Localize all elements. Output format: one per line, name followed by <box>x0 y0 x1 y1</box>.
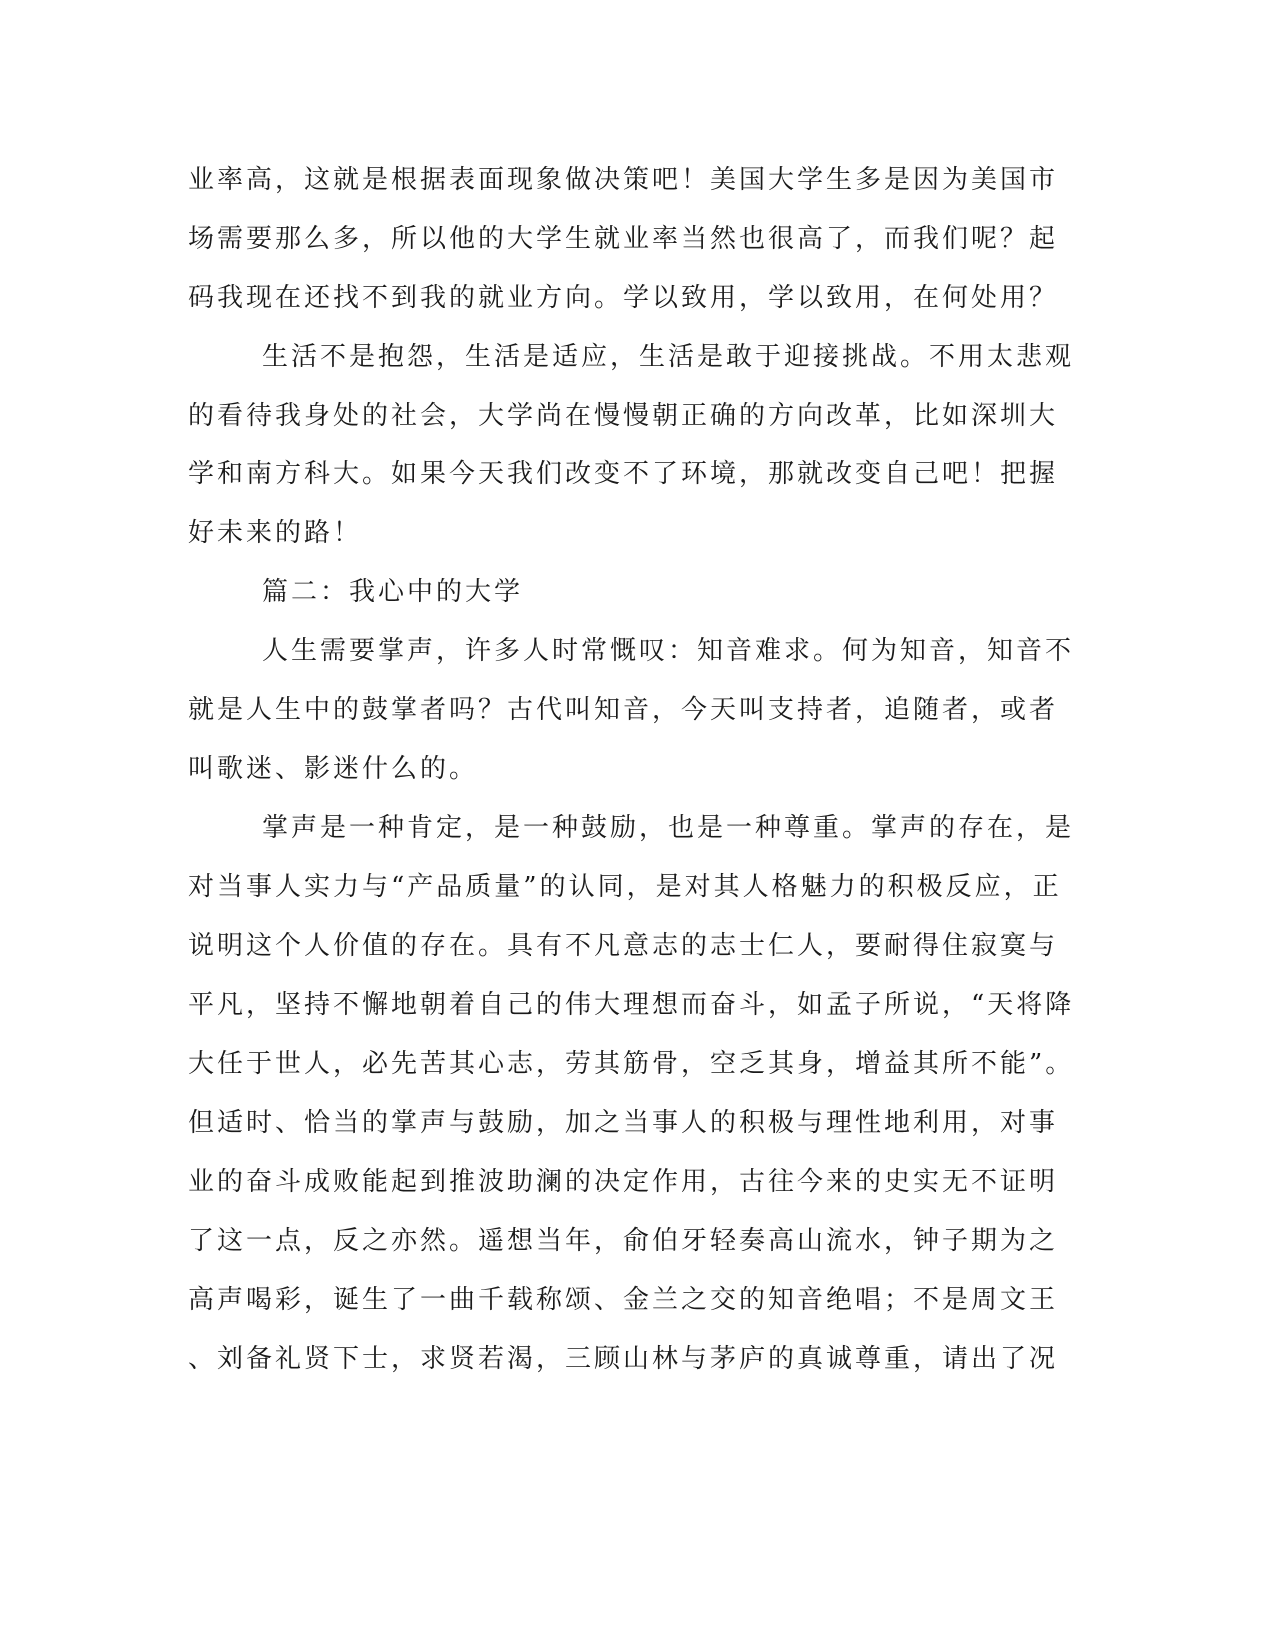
text-line: 但适时、恰当的掌声与鼓励，加之当事人的积极与理性地利用，对事 <box>188 1108 1059 1138</box>
text-line: 业率高，这就是根据表面现象做决策吧！美国大学生多是因为美国市 <box>188 165 1059 195</box>
paragraph-first-line: 生活不是抱怨，生活是适应，生活是敢于迎接挑战。不用太悲观 <box>262 342 1075 372</box>
text-line: 好未来的路！ <box>188 518 363 548</box>
paragraph-first-line: 人生需要掌声，许多人时常慨叹：知音难求。何为知音，知音不 <box>262 636 1075 666</box>
text-line: 学和南方科大。如果今天我们改变不了环境，那就改变自己吧！把握 <box>188 459 1059 489</box>
text-line: 大任于世人，必先苦其心志，劳其筋骨，空乏其身，增益其所不能”。 <box>188 1049 1075 1079</box>
text-line: 对当事人实力与“产品质量”的认同，是对其人格魅力的积极反应，正 <box>188 872 1062 902</box>
text-line: 高声喝彩，诞生了一曲千载称颂、金兰之交的知音绝唱；不是周文王 <box>188 1285 1059 1315</box>
text-line: 的看待我身处的社会，大学尚在慢慢朝正确的方向改革，比如深圳大 <box>188 401 1059 431</box>
text-line: 叫歌迷、影迷什么的。 <box>188 754 479 784</box>
paragraph-first-line: 掌声是一种肯定，是一种鼓励，也是一种尊重。掌声的存在，是 <box>262 813 1075 843</box>
text-line: 、刘备礼贤下士，求贤若渴，三顾山林与茅庐的真诚尊重，请出了况 <box>188 1344 1059 1374</box>
text-line: 平凡，坚持不懈地朝着自己的伟大理想而奋斗，如孟子所说，“天将降 <box>188 990 1075 1020</box>
text-line: 了这一点，反之亦然。遥想当年，俞伯牙轻奏高山流水，钟子期为之 <box>188 1226 1059 1256</box>
text-line: 码我现在还找不到我的就业方向。学以致用，学以致用，在何处用？ <box>188 283 1059 313</box>
section-heading: 篇二：我心中的大学 <box>262 577 524 607</box>
text-line: 业的奋斗成败能起到推波助澜的决定作用，古往今来的史实无不证明 <box>188 1167 1059 1197</box>
text-line: 说明这个人价值的存在。具有不凡意志的志士仁人，要耐得住寂寞与 <box>188 931 1059 961</box>
text-line: 就是人生中的鼓掌者吗？古代叫知音，今天叫支持者，追随者，或者 <box>188 695 1059 725</box>
text-line: 场需要那么多，所以他的大学生就业率当然也很高了，而我们呢？起 <box>188 224 1059 254</box>
